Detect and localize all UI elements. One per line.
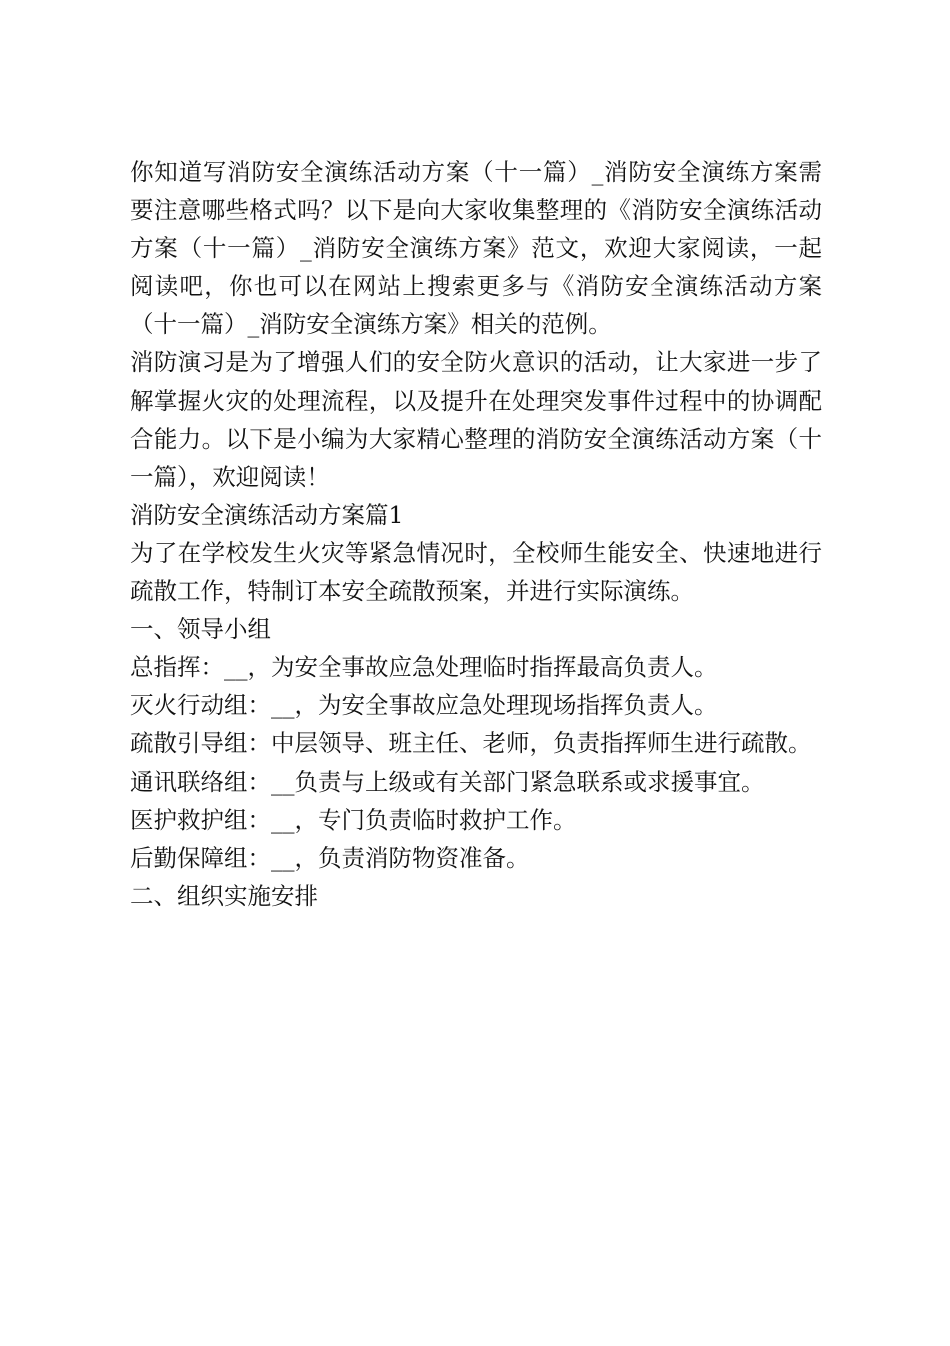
role-evacuation-group: 疏散引导组：中层领导、班主任、老师，负责指挥师生进行疏散。 [130,729,812,758]
intro-paragraph: 你知道写消防安全演练活动方案（十一篇）_消防安全演练方案需要注意哪些格式吗？以下是向大家收集整理的《消防安全演练活动方案（十一篇）_消防安全演练方案》范文，欢迎大家阅读，一起阅读吧，你也可以在网站上搜索更多与《消防安全演练活动方案（十一篇）_消防安全演练方案》相关的范例。 [130,158,822,339]
document-body [130,153,822,915]
role-logistics-group: 后勤保障组：__，负责消防物资准备。 [130,843,530,872]
section-title-plan-1: 消防安全演练活动方案篇1 [130,500,404,529]
plan-1-intro-paragraph: 为了在学校发生火灾等紧急情况时，全校师生能安全、快速地进行疏散工作，特制订本安全疏散预案，并进行实际演练。 [130,538,822,606]
heading-implementation: 二、组织实施安排 [130,881,318,910]
role-medical-group: 医护救护组：__，专门负责临时救护工作。 [130,805,577,834]
role-communication-group: 通讯联络组：__负责与上级或有关部门紧急联系或求援事宜。 [130,767,765,796]
purpose-paragraph: 消防演习是为了增强人们的安全防火意识的活动，让大家进一步了解掌握火灾的处理流程，以及提升在处理突发事件过程中的协调配合能力。以下是小编为大家精心整理的消防安全演练活动方案（十一篇），欢迎阅读！ [130,348,822,491]
role-firefighting-group: 灭火行动组：__，为安全事故应急处理现场指挥负责人。 [130,691,718,720]
heading-leadership-group: 一、领导小组 [130,615,271,644]
role-commander: 总指挥：__，为安全事故应急处理临时指挥最高负责人。 [130,653,718,682]
